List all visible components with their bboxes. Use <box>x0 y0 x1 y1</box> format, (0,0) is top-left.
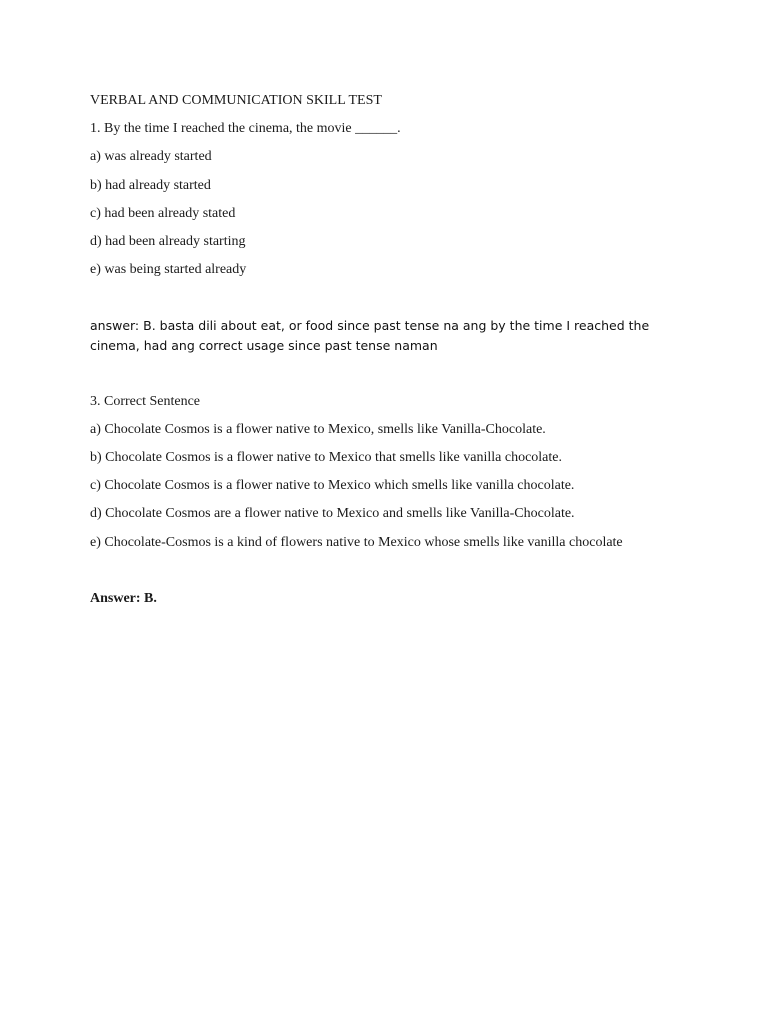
question-3-prompt: 3. Correct Sentence <box>90 394 201 409</box>
question-1-option-a: a) was already started <box>90 149 212 164</box>
question-1-option-d: d) had been already starting <box>90 234 246 249</box>
question-3-option-c: c) Chocolate Cosmos is a flower native to Mexico which smells like vanilla chocolate. <box>90 478 575 493</box>
question-3-option-a: a) Chocolate Cosmos is a flower native to Mexico, smells like Vanilla-Chocolate. <box>90 422 546 437</box>
question-3-option-d: d) Chocolate Cosmos are a flower native to Mexico and smells like Vanilla-Chocolate. <box>90 506 575 521</box>
question-3-option-e: e) Chocolate-Cosmos is a kind of flowers native to Mexico whose smells like vanilla chocolate <box>90 535 623 550</box>
question-1-answer: answer: B. basta dili about eat, or food since past tense na ang by the time I reached the cinema, had ang correct usage since past tense naman <box>90 318 650 353</box>
document-title: VERBAL AND COMMUNICATION SKILL TEST <box>90 93 382 108</box>
question-1-option-c: c) had been already stated <box>90 206 236 221</box>
question-1-prompt: 1. By the time I reached the cinema, the movie ______. <box>90 121 401 136</box>
question-1-option-b: b) had already started <box>90 178 211 193</box>
question-1-option-e: e) was being started already <box>90 262 247 277</box>
question-3-answer: Answer: B. <box>90 591 157 606</box>
question-3-option-b: b) Chocolate Cosmos is a flower native to Mexico that smells like vanilla chocolate. <box>90 450 562 465</box>
